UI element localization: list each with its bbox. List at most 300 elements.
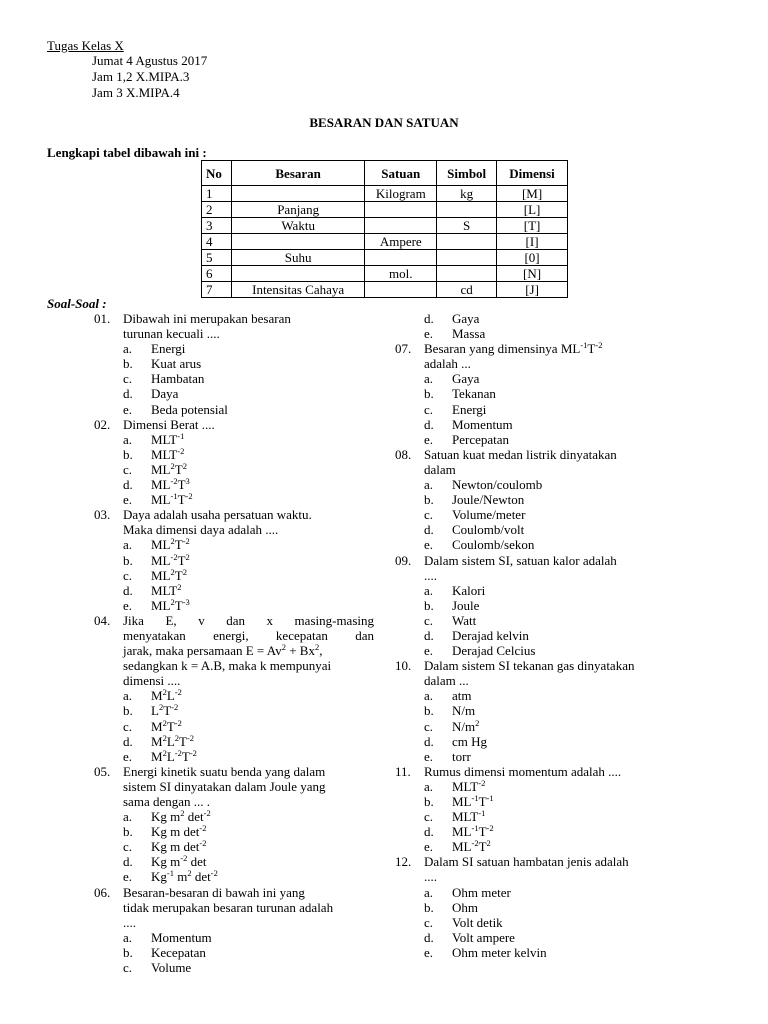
option-text: $ML^{-2}T^3$: [151, 476, 190, 493]
option-letter: e.: [123, 597, 133, 613]
table-cell: [437, 266, 497, 282]
header-satuan: Satuan: [365, 161, 437, 186]
option-text: Kuat arus: [151, 356, 202, 372]
option-item: [94, 809, 374, 824]
question-line: [395, 764, 675, 779]
option-item: [395, 326, 675, 341]
table-row: [202, 250, 568, 266]
question-line: [94, 658, 374, 673]
option-letter: d.: [424, 929, 434, 945]
question-line: [94, 311, 374, 326]
option-letter: c.: [424, 401, 434, 417]
option-letter: a.: [424, 688, 434, 704]
question-text: Dalam SI satuan hambatan jenis adalah: [424, 854, 629, 870]
option-item: [395, 719, 675, 734]
table-cell: [T]: [497, 218, 568, 234]
option-letter: b.: [424, 703, 434, 719]
option-item: [94, 945, 374, 960]
option-letter: a.: [123, 431, 133, 447]
option-item: [94, 356, 374, 371]
option-letter: a.: [424, 371, 434, 387]
option-text: Volt detik: [452, 914, 503, 930]
option-text: $M^2L^{-2}T^{-2}$: [151, 747, 197, 764]
table-cell: [437, 202, 497, 218]
option-letter: c.: [424, 507, 434, 523]
table-cell: Kilogram: [365, 186, 437, 202]
table-cell: [231, 234, 364, 250]
option-text: $MLT^{-2}$: [151, 445, 185, 462]
option-item: [395, 734, 675, 749]
option-letter: e.: [123, 748, 133, 764]
question-number: 04.: [94, 612, 111, 628]
option-text: Volt ampere: [452, 929, 515, 945]
option-text: $ML^{-1}T^{-1}$: [452, 793, 494, 809]
option-item: [395, 598, 675, 613]
questions-column-left: [94, 311, 374, 975]
question-number: 03.: [94, 507, 111, 523]
table-cell: [I]: [497, 234, 568, 250]
option-item: [94, 734, 374, 749]
option-text: Derajad kelvin: [452, 627, 529, 643]
table-cell: 5: [202, 250, 232, 266]
option-item: [94, 568, 374, 583]
question-line: [395, 869, 675, 884]
option-letter: a.: [424, 884, 434, 900]
question-text: dalam: [424, 461, 456, 477]
option-item: [395, 779, 675, 794]
option-text: $ML^{-2}T^2$: [452, 838, 491, 855]
option-letter: b.: [123, 356, 133, 372]
option-text: $ML^{-1}T^{-2}$: [151, 491, 193, 508]
schedule-2: Jam 3 X.MIPA.4: [92, 85, 180, 100]
question-text: Dalam sistem SI tekanan gas dinyatakan: [424, 658, 635, 674]
option-letter: a.: [123, 688, 133, 704]
course-label: Tugas Kelas X: [47, 38, 124, 53]
table-cell: [J]: [497, 282, 568, 298]
option-item: [94, 688, 374, 703]
question-line: [94, 673, 374, 688]
option-item: [395, 809, 675, 824]
option-text: $ML^2T^{-3}$: [151, 596, 190, 613]
question-line: [94, 522, 374, 537]
question-line: [94, 885, 374, 900]
table-cell: [365, 202, 437, 218]
option-letter: a.: [424, 477, 434, 493]
option-letter: d.: [424, 416, 434, 432]
question-text: sedangkan k = A.B, maka k mempunyai: [123, 658, 332, 674]
table-cell: cd: [437, 282, 497, 298]
option-text: $L^2T^{-2}$: [151, 702, 179, 719]
question-line: [94, 915, 374, 930]
option-item: [395, 839, 675, 854]
option-text: $ML^2T^2$: [151, 460, 187, 477]
question-text: Satuan kuat medan listrik dinyatakan: [424, 446, 617, 462]
question-number: 10.: [395, 658, 412, 674]
question-text: Daya adalah usaha persatuan waktu.: [123, 507, 312, 523]
table-cell: Intensitas Cahaya: [231, 282, 364, 298]
table-cell: 6: [202, 266, 232, 282]
question-line: [94, 643, 374, 658]
option-text: Volume/meter: [452, 507, 526, 523]
option-letter: c.: [123, 461, 133, 477]
question-line: [395, 341, 675, 356]
option-text: $N/m^2$: [452, 717, 480, 734]
option-letter: b.: [123, 446, 133, 462]
option-letter: e.: [123, 869, 133, 885]
option-text: Kg m $\det^{-2}$: [151, 823, 207, 840]
option-item: [94, 824, 374, 839]
question-text: adalah ...: [424, 356, 471, 372]
besaran-table: [201, 160, 568, 298]
option-letter: b.: [424, 899, 434, 915]
table-cell: [L]: [497, 202, 568, 218]
header-besaran: Besaran: [231, 161, 364, 186]
header-no: No: [202, 161, 232, 186]
option-text: Tekanan: [452, 386, 496, 402]
question-text: dimensi ....: [123, 673, 181, 689]
table-cell: 3: [202, 218, 232, 234]
option-item: [94, 386, 374, 401]
option-item: [94, 432, 374, 447]
header-simbol: Simbol: [437, 161, 497, 186]
option-item: [94, 553, 374, 568]
question-number: 11.: [395, 763, 411, 779]
option-item: [94, 598, 374, 613]
option-text: $M^2L^{-2}$: [151, 687, 182, 704]
option-item: [395, 507, 675, 522]
table-cell: S: [437, 218, 497, 234]
option-text: $MLT^{-2}$: [452, 777, 486, 794]
option-item: [395, 794, 675, 809]
option-item: [395, 402, 675, 417]
option-item: [395, 930, 675, 945]
option-item: [94, 839, 374, 854]
option-item: [395, 477, 675, 492]
header-dimensi: Dimensi: [497, 161, 568, 186]
table-cell: kg: [437, 186, 497, 202]
question-text: Rumus dimensi momentum adalah ....: [424, 763, 622, 779]
question-line: [395, 673, 675, 688]
option-item: [395, 613, 675, 628]
option-letter: e.: [424, 431, 434, 447]
option-letter: b.: [424, 794, 434, 809]
table-header-row: [202, 161, 568, 186]
option-text: Kg $m^{-2}$ det: [151, 853, 207, 870]
option-item: [395, 915, 675, 930]
option-text: Kg $m^2$ $\det^{-2}$: [151, 808, 211, 825]
option-item: [395, 583, 675, 598]
question-line: [395, 854, 675, 869]
option-letter: d.: [123, 733, 133, 749]
option-item: [94, 341, 374, 356]
option-item: [94, 583, 374, 598]
question-number: 02.: [94, 416, 111, 432]
table-row: [202, 202, 568, 218]
table-cell: 1: [202, 186, 232, 202]
option-letter: d.: [123, 386, 133, 402]
question-text: turunan kecuali ....: [123, 326, 220, 342]
table-cell: [0]: [497, 250, 568, 266]
option-item: [94, 703, 374, 718]
question-text: sama dengan ... .: [123, 794, 211, 809]
option-letter: e.: [424, 326, 434, 342]
option-item: [94, 960, 374, 975]
option-text: $ML^{-1}T^{-2}$: [452, 823, 494, 840]
option-text: Gaya: [452, 311, 480, 326]
option-text: $M^2L^2T^{-2}$: [151, 732, 195, 749]
option-text: Coulomb/volt: [452, 522, 525, 538]
option-text: Joule: [452, 597, 480, 613]
option-text: Watt: [452, 612, 477, 628]
option-text: Daya: [151, 386, 179, 402]
option-item: [395, 688, 675, 703]
question-text: dalam ...: [424, 673, 469, 689]
option-item: [395, 311, 675, 326]
option-letter: e.: [424, 839, 434, 855]
option-letter: b.: [424, 492, 434, 508]
table-cell: mol.: [365, 266, 437, 282]
option-letter: e.: [424, 643, 434, 659]
option-text: $Kg^{-1}$ $m^2$ $\det^{-2}$: [151, 868, 218, 885]
option-letter: c.: [123, 718, 133, 734]
question-text: Besaran yang dimensinya $ML^{-1}T^{-2}$: [424, 340, 603, 357]
option-text: cm Hg: [452, 733, 488, 749]
question-line: [94, 628, 374, 643]
option-letter: b.: [123, 824, 133, 840]
option-item: [94, 402, 374, 417]
option-item: [94, 477, 374, 492]
option-letter: d.: [424, 522, 434, 538]
page-title: BESARAN DAN SATUAN: [309, 115, 459, 130]
table-cell: [365, 218, 437, 234]
option-item: [395, 417, 675, 432]
option-text: Volume: [151, 960, 192, 976]
option-letter: a.: [424, 582, 434, 598]
question-number: 08.: [395, 446, 412, 462]
table-row: [202, 266, 568, 282]
question-line: [94, 613, 374, 628]
option-item: [94, 930, 374, 945]
question-number: 01.: [94, 311, 111, 326]
question-number: 05.: [94, 763, 111, 779]
option-text: Energi: [452, 401, 487, 417]
table-cell: [231, 266, 364, 282]
option-item: [94, 462, 374, 477]
table-cell: 4: [202, 234, 232, 250]
option-text: Derajad Celcius: [452, 643, 536, 659]
option-text: Newton/coulomb: [452, 477, 543, 493]
table-cell: [M]: [497, 186, 568, 202]
question-line: [94, 764, 374, 779]
option-letter: d.: [123, 582, 133, 598]
option-text: Ohm meter kelvin: [452, 944, 547, 960]
option-letter: b.: [424, 597, 434, 613]
option-letter: a.: [123, 341, 133, 357]
question-text: Maka dimensi daya adalah ....: [123, 522, 279, 538]
option-item: [395, 703, 675, 718]
option-text: Kecepatan: [151, 944, 206, 960]
question-line: [94, 326, 374, 341]
table-row: [202, 234, 568, 250]
option-letter: c.: [424, 718, 434, 734]
question-line: [395, 658, 675, 673]
table-cell: Waktu: [231, 218, 364, 234]
question-text: sistem SI dinyatakan dalam Joule yang: [123, 778, 326, 794]
table-row: [202, 218, 568, 234]
question-line: [94, 417, 374, 432]
table-cell: Panjang: [231, 202, 364, 218]
instruction: Lengkapi tabel dibawah ini :: [47, 145, 207, 160]
question-line: [94, 779, 374, 794]
question-text: Jika E, v dan x masing-masing: [123, 612, 374, 628]
option-item: [395, 885, 675, 900]
option-text: Kg m $\det^{-2}$: [151, 838, 207, 855]
option-letter: d.: [424, 311, 434, 326]
option-text: Ohm: [452, 899, 478, 915]
option-item: [395, 900, 675, 915]
option-text: Beda potensial: [151, 401, 228, 417]
table-cell: [365, 282, 437, 298]
option-text: $M^2T^{-2}$: [151, 717, 182, 734]
option-letter: a.: [123, 537, 133, 553]
option-item: [395, 643, 675, 658]
option-text: $MLT^{-1}$: [452, 808, 486, 825]
option-item: [94, 537, 374, 552]
question-text: menyatakan energi, kecepatan dan: [123, 627, 374, 643]
option-letter: e.: [424, 537, 434, 553]
question-number: 07.: [395, 341, 412, 357]
question-line: [395, 447, 675, 462]
table-row: [202, 186, 568, 202]
option-letter: e.: [424, 944, 434, 960]
option-item: [94, 447, 374, 462]
option-item: [94, 869, 374, 884]
question-number: 06.: [94, 884, 111, 900]
option-letter: c.: [424, 809, 434, 825]
option-letter: b.: [123, 703, 133, 719]
question-line: [94, 900, 374, 915]
option-item: [395, 749, 675, 764]
option-text: atm: [452, 688, 472, 704]
question-line: [395, 553, 675, 568]
table-cell: [231, 186, 364, 202]
question-text: Besaran-besaran di bawah ini yang: [123, 884, 305, 900]
question-text: ....: [424, 567, 437, 583]
option-item: [395, 522, 675, 537]
soal-heading: Soal-Soal :: [47, 296, 107, 311]
question-text: Dalam sistem SI, satuan kalor adalah: [424, 552, 617, 568]
questions-column-right: [395, 311, 675, 960]
option-letter: c.: [123, 567, 133, 583]
option-text: torr: [452, 748, 471, 764]
option-letter: e.: [123, 492, 133, 508]
option-text: N/m: [452, 703, 476, 719]
option-letter: a.: [424, 778, 434, 794]
option-text: Momentum: [151, 929, 212, 945]
date-label: Jumat 4 Agustus 2017: [92, 53, 208, 68]
option-item: [395, 945, 675, 960]
option-letter: c.: [123, 960, 133, 976]
option-text: Massa: [452, 326, 486, 342]
question-text: Dimensi Berat ....: [123, 416, 215, 432]
question-line: [395, 462, 675, 477]
option-text: Coulomb/sekon: [452, 537, 535, 553]
option-item: [395, 492, 675, 507]
table-cell: [437, 250, 497, 266]
option-letter: b.: [123, 944, 133, 960]
option-text: Ohm meter: [452, 884, 511, 900]
table-cell: [437, 234, 497, 250]
option-item: [395, 371, 675, 386]
option-item: [94, 749, 374, 764]
option-letter: b.: [123, 552, 133, 568]
table-cell: 2: [202, 202, 232, 218]
option-text: Joule/Newton: [452, 492, 525, 508]
question-text: ....: [123, 914, 136, 930]
table-cell: Suhu: [231, 250, 364, 266]
option-text: $ML^2T^2$: [151, 566, 187, 583]
table-cell: Ampere: [365, 234, 437, 250]
option-item: [395, 824, 675, 839]
option-letter: b.: [424, 386, 434, 402]
option-item: [395, 432, 675, 447]
question-line: [94, 794, 374, 809]
option-letter: a.: [123, 929, 133, 945]
question-line: [94, 507, 374, 522]
option-text: Energi: [151, 341, 186, 357]
table-cell: [N]: [497, 266, 568, 282]
question-number: 09.: [395, 552, 412, 568]
option-item: [94, 719, 374, 734]
question-line: [395, 568, 675, 583]
schedule-1: Jam 1,2 X.MIPA.3: [92, 69, 190, 84]
question-text: Dibawah ini merupakan besaran: [123, 311, 291, 326]
option-text: Percepatan: [452, 431, 510, 447]
option-letter: d.: [123, 477, 133, 493]
option-letter: c.: [424, 612, 434, 628]
option-text: $ML^2T^{-2}$: [151, 536, 190, 553]
question-text: tidak merupakan besaran turunan adalah: [123, 899, 334, 915]
option-text: Hambatan: [151, 371, 205, 387]
option-text: Gaya: [452, 371, 480, 387]
option-letter: d.: [424, 733, 434, 749]
option-item: [395, 386, 675, 401]
option-letter: e.: [123, 401, 133, 417]
option-item: [94, 854, 374, 869]
question-number: 12.: [395, 854, 412, 870]
question-text: Energi kinetik suatu benda yang dalam: [123, 763, 326, 779]
table-row: [202, 282, 568, 298]
option-letter: c.: [123, 371, 133, 387]
option-letter: d.: [123, 854, 133, 870]
table-cell: 7: [202, 282, 232, 298]
option-letter: e.: [424, 748, 434, 764]
option-text: Kalori: [452, 582, 486, 598]
question-text: ....: [424, 869, 437, 885]
option-letter: d.: [424, 627, 434, 643]
option-text: $ML^{-2}T^2$: [151, 551, 190, 568]
option-item: [395, 628, 675, 643]
question-line: [395, 356, 675, 371]
question-text: jarak, maka persamaan $E = Av^2 + Bx^2$,: [123, 642, 323, 659]
option-item: [395, 537, 675, 552]
option-item: [94, 492, 374, 507]
option-item: [94, 371, 374, 386]
option-letter: d.: [424, 824, 434, 840]
option-text: $MLT^{-1}$: [151, 430, 185, 447]
table-cell: [365, 250, 437, 266]
option-letter: c.: [424, 914, 434, 930]
